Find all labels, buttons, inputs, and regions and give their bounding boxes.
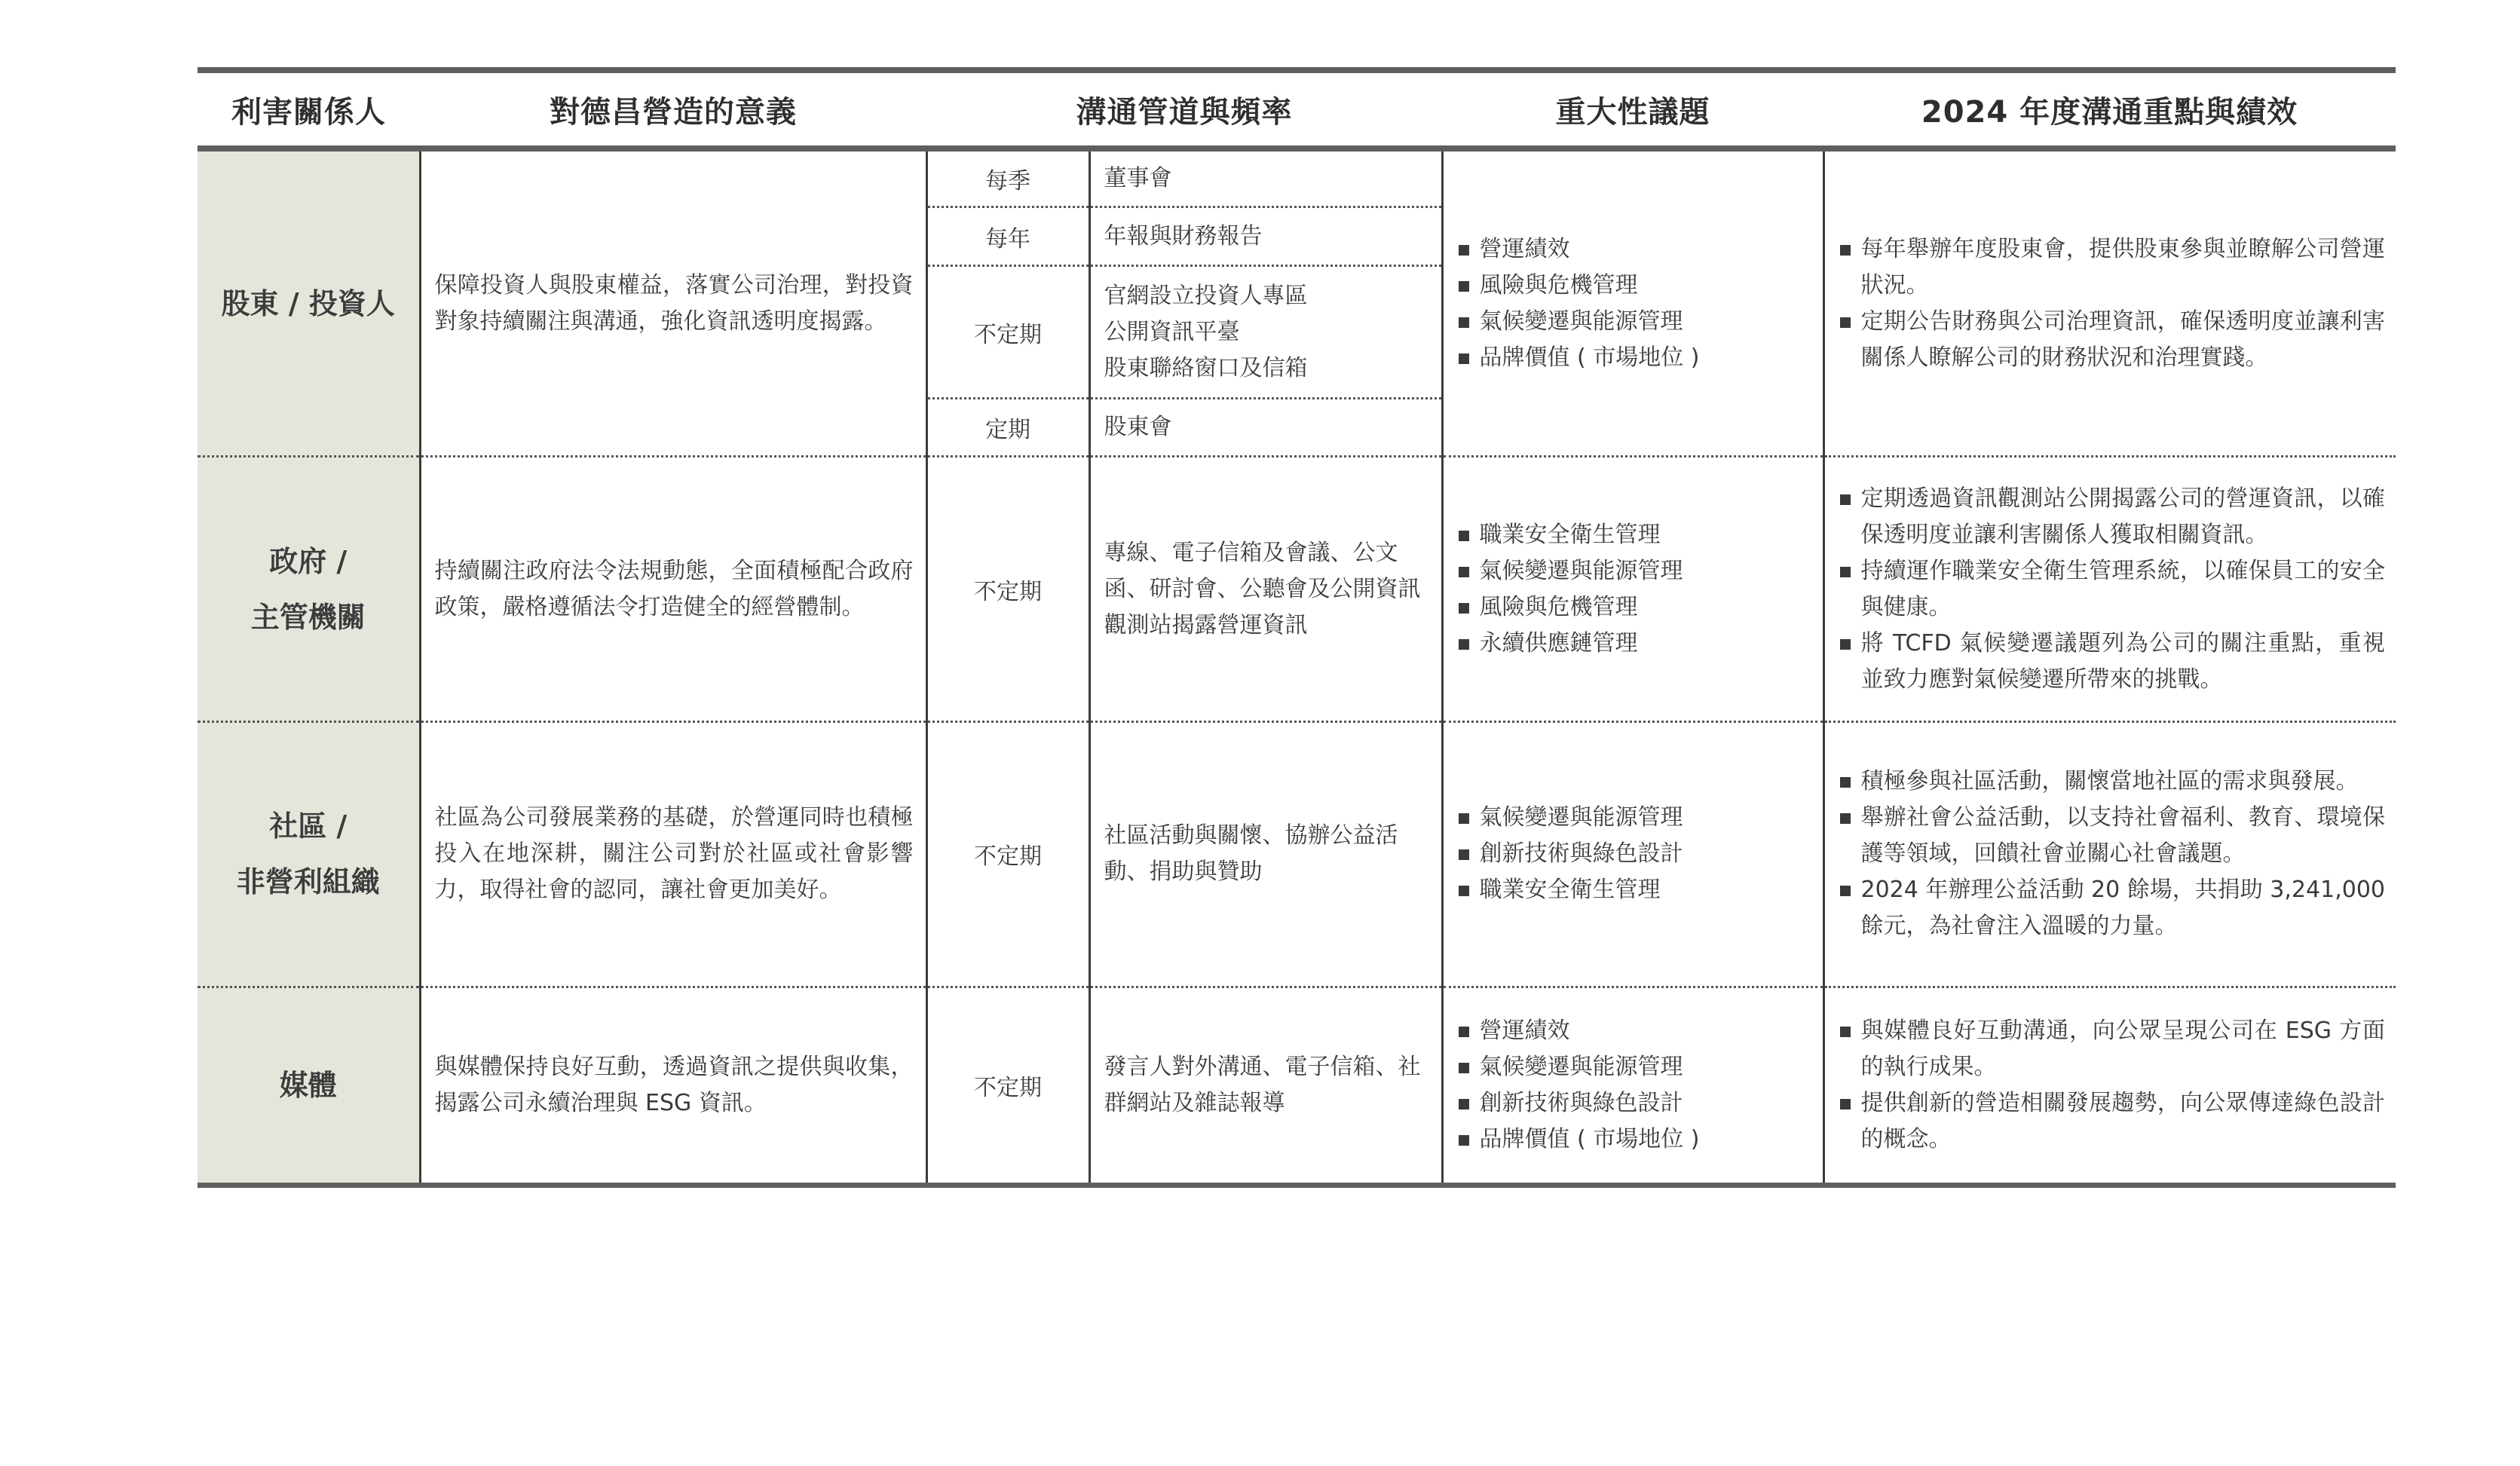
- performance-cell: [1823, 722, 2396, 987]
- performance-list: [1839, 764, 2386, 944]
- channel-frequency: 每季: [926, 148, 1089, 207]
- material-issues-list: [1457, 517, 1811, 662]
- channel-frequency: 每年: [926, 207, 1089, 265]
- channel-line: 社區活動與關懷、協辦公益活動、捐助與贊助: [1104, 822, 1398, 886]
- channel-line: 股東會: [1104, 414, 1172, 441]
- table-row: [197, 148, 2396, 207]
- performance-item: 將 TCFD 氣候變遷議題列為公司的關注重點，重視並致力應對氣候變遷所帶來的挑戰。: [1839, 626, 2386, 698]
- channel-line: 年報與財務報告: [1104, 222, 1263, 249]
- material-issue-item: 氣候變遷與能源管理: [1457, 553, 1811, 589]
- performance-item: 積極參與社區活動，關懷當地社區的需求與發展。: [1839, 764, 2386, 800]
- material-issues-cell: [1442, 987, 1823, 1185]
- channel-frequency: 不定期: [926, 266, 1089, 399]
- channel-description: [1089, 987, 1442, 1185]
- performance-item: 持續運作職業安全衛生管理系統，以確保員工的安全與健康。: [1839, 553, 2386, 626]
- channel-frequency: 不定期: [926, 987, 1089, 1185]
- stakeholder-cell: [197, 148, 420, 457]
- header-stakeholder: 利害關係人: [197, 70, 420, 148]
- channel-description: [1089, 399, 1442, 457]
- material-issue-item: 品牌價值 ( 市場地位 ): [1457, 340, 1811, 376]
- stakeholder-label: 股東 / 投資人: [221, 286, 395, 320]
- material-issues-cell: [1442, 722, 1823, 987]
- performance-item: 提供創新的營造相關發展趨勢，向公眾傳達綠色設計的概念。: [1839, 1085, 2386, 1158]
- channel-line: 專線、電子信箱及會議、公文函、研討會、公聽會及公開資訊觀測站揭露營運資訊: [1104, 539, 1421, 638]
- material-issue-item: 營運績效: [1457, 231, 1811, 268]
- material-issue-item: 氣候變遷與能源管理: [1457, 800, 1811, 836]
- material-issues-list: [1457, 1013, 1811, 1158]
- header-meaning: 對德昌營造的意義: [420, 70, 926, 148]
- header-performance: 2024 年度溝通重點與績效: [1823, 70, 2396, 148]
- material-issues-cell: [1442, 148, 1823, 457]
- stakeholder-label: 主管機關: [250, 600, 366, 634]
- material-issue-item: 氣候變遷與能源管理: [1457, 304, 1811, 340]
- stakeholder-label: 非營利組織: [236, 865, 380, 899]
- performance-cell: [1823, 148, 2396, 457]
- material-issue-item: 創新技術與綠色設計: [1457, 836, 1811, 872]
- stakeholder-label: 社區 /: [269, 810, 348, 843]
- channel-line: 股東聯絡窗口及信箱: [1104, 354, 1308, 381]
- performance-item: 2024 年辦理公益活動 20 餘場，共捐助 3,241,000 餘元，為社會注入溫暖的力量。: [1839, 872, 2386, 944]
- performance-cell: [1823, 987, 2396, 1185]
- performance-item: 定期透過資訊觀測站公開揭露公司的營運資訊，以確保透明度並讓利害關係人獲取相關資訊。: [1839, 481, 2386, 553]
- channel-line: 官網設立投資人專區: [1104, 282, 1308, 309]
- stakeholder-cell: [197, 457, 420, 722]
- material-issue-item: 氣候變遷與能源管理: [1457, 1049, 1811, 1085]
- material-issue-item: 職業安全衛生管理: [1457, 872, 1811, 908]
- stakeholder-label: 媒體: [279, 1068, 337, 1102]
- channel-frequency: 定期: [926, 399, 1089, 457]
- meaning-text: 與媒體保持良好互動，透過資訊之提供與收集，揭露公司永續治理與 ESG 資訊。: [420, 987, 926, 1185]
- material-issues-cell: [1442, 457, 1823, 722]
- table-row: [197, 457, 2396, 722]
- performance-item: 每年舉辦年度股東會，提供股東參與並瞭解公司營運狀況。: [1839, 231, 2386, 304]
- channel-frequency: 不定期: [926, 457, 1089, 722]
- performance-item: 定期公告財務與公司治理資訊，確保透明度並讓利害關係人瞭解公司的財務狀況和治理實踐。: [1839, 304, 2386, 376]
- performance-item: 舉辦社會公益活動，以支持社會福利、教育、環境保護等領域，回饋社會並關心社會議題。: [1839, 800, 2386, 872]
- channel-frequency: 不定期: [926, 722, 1089, 987]
- material-issue-item: 創新技術與綠色設計: [1457, 1085, 1811, 1122]
- table-row: [197, 722, 2396, 987]
- performance-list: [1839, 231, 2386, 376]
- channel-description: [1089, 148, 1442, 207]
- material-issue-item: 品牌價值 ( 市場地位 ): [1457, 1122, 1811, 1158]
- table-row: [197, 987, 2396, 1185]
- channel-line: 董事會: [1104, 164, 1172, 191]
- meaning-text: 社區為公司發展業務的基礎，於營運同時也積極投入在地深耕，關注公司對於社區或社會影響力，取得社會的認同，讓社會更加美好。: [420, 722, 926, 987]
- channel-description: [1089, 457, 1442, 722]
- material-issue-item: 風險與危機管理: [1457, 268, 1811, 304]
- header-channels: 溝通管道與頻率: [926, 70, 1442, 148]
- material-issue-item: 風險與危機管理: [1457, 589, 1811, 626]
- table-body: [197, 148, 2396, 1186]
- stakeholder-communication-table: [197, 67, 2396, 1188]
- material-issues-list: [1457, 800, 1811, 908]
- meaning-text: 持續關注政府法令法規動態，全面積極配合政府政策，嚴格遵循法令打造健全的經營體制。: [420, 457, 926, 722]
- performance-list: [1839, 481, 2386, 698]
- channel-line: 公開資訊平臺: [1104, 318, 1240, 345]
- stakeholder-cell: [197, 722, 420, 987]
- material-issue-item: 營運績效: [1457, 1013, 1811, 1049]
- channel-description: [1089, 266, 1442, 399]
- stakeholder-cell: [197, 987, 420, 1185]
- material-issue-item: 永續供應鏈管理: [1457, 626, 1811, 662]
- stakeholder-label: 政府 /: [269, 544, 348, 578]
- performance-cell: [1823, 457, 2396, 722]
- performance-list: [1839, 1013, 2386, 1158]
- material-issue-item: 職業安全衛生管理: [1457, 517, 1811, 553]
- performance-item: 與媒體良好互動溝通，向公眾呈現公司在 ESG 方面的執行成果。: [1839, 1013, 2386, 1085]
- material-issues-list: [1457, 231, 1811, 376]
- channel-description: [1089, 722, 1442, 987]
- meaning-text: 保障投資人與股東權益，落實公司治理，對投資對象持續關注與溝通，強化資訊透明度揭露。: [420, 148, 926, 457]
- header-issues: 重大性議題: [1442, 70, 1823, 148]
- channel-description: [1089, 207, 1442, 265]
- table-header: [197, 70, 2396, 148]
- channel-line: 發言人對外溝通、電子信箱、社群網站及雜誌報導: [1104, 1053, 1421, 1116]
